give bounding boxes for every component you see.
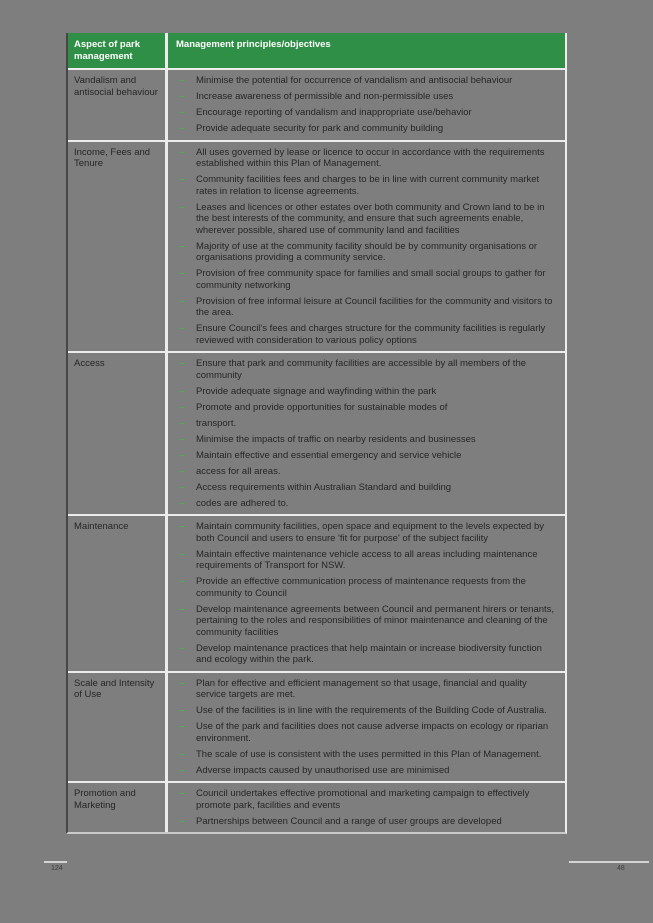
bullet-text: Leases and licences or other estates over both community and Crown land to be in the best interests of the community, and ensure that such agreements enable, wherever possible, shared use of community land and facilities <box>196 201 545 236</box>
aspect-cell: Promotion and Marketing <box>68 783 168 832</box>
bullet-dash-icon: – <box>179 358 185 369</box>
bullet-text: Maintain effective maintenance vehicle access to all areas including maintenance requirements of Transport for NSW. <box>196 548 538 571</box>
bullet-item <box>179 402 560 414</box>
bullet-item <box>179 202 560 237</box>
bullet-item <box>179 721 560 744</box>
bullet-text: Council undertakes effective promotional and marketing campaign to effectively promote park, facilities and events <box>196 788 530 811</box>
header-aspect-column: Aspect of park management <box>68 33 168 68</box>
bullet-text: access for all areas. <box>196 465 281 477</box>
bullet-dash-icon: – <box>179 449 185 461</box>
bullet-item <box>179 788 560 811</box>
bullet-text: Develop maintenance practices that help maintain or increase biodiversity function and ecology within the park. <box>196 642 542 665</box>
bullet-text: Develop maintenance agreements between Council and permanent hirers or tenants, pertaining to the roles and responsibilities of minor maintenance and cleaning of the community facilities <box>196 603 555 638</box>
principles-cell <box>168 353 565 514</box>
bullet-text: Provide adequate security for park and community building <box>196 123 444 134</box>
bullet-dash-icon: – <box>179 174 185 185</box>
bullet-text: Promote and provide opportunities for sustainable modes of <box>196 401 448 413</box>
bullet-dash-icon: – <box>179 401 185 413</box>
bullet-item <box>179 358 560 381</box>
bullet-item <box>179 91 560 103</box>
bullet-item <box>179 466 560 478</box>
bullet-item <box>179 705 560 717</box>
bullet-dash-icon: – <box>179 815 185 827</box>
bullet-text: Encourage reporting of vandalism and inappropriate use/behavior <box>196 107 472 118</box>
bullet-text: Community facilities fees and charges to be in line with current community market rates in relation to license agreements. <box>196 174 540 197</box>
bullet-dash-icon: – <box>179 240 185 252</box>
bullet-text: Partnerships between Council and a range of user groups are developed <box>196 815 502 827</box>
principles-cell <box>168 70 565 140</box>
bullet-dash-icon: – <box>179 268 185 279</box>
aspect-cell: Access <box>68 353 168 514</box>
bullet-item <box>179 498 560 510</box>
footer-rule-right <box>569 861 649 863</box>
bullet-text: The scale of use is consistent with the uses permitted in this Plan of Management. <box>196 748 542 760</box>
bullet-text: Adverse impacts caused by unauthorised use are minimised <box>196 764 450 776</box>
bullet-dash-icon: – <box>179 295 185 307</box>
bullet-dash-icon: – <box>179 107 185 118</box>
aspect-cell: Maintenance <box>68 516 168 671</box>
aspect-cell: Vandalism and antisocial behaviour <box>68 70 168 140</box>
bullet-text: Provision of free informal leisure at Council facilities for the community and visitors to the area. <box>196 295 553 318</box>
bullet-item <box>179 147 560 170</box>
bullet-item <box>179 174 560 197</box>
table-row <box>68 351 565 514</box>
bullet-dash-icon: – <box>179 323 185 334</box>
bullet-dash-icon: – <box>179 603 185 615</box>
table-body <box>68 68 565 832</box>
bullet-dash-icon: – <box>179 481 185 493</box>
bullet-item <box>179 521 560 544</box>
bullet-item <box>179 123 560 135</box>
bullet-item <box>179 604 560 639</box>
bullet-dash-icon: – <box>179 91 185 102</box>
bullet-dash-icon: – <box>179 576 185 587</box>
bullet-item <box>179 576 560 599</box>
bullet-dash-icon: – <box>179 705 185 716</box>
bullet-dash-icon: – <box>179 201 185 213</box>
bullet-dash-icon: – <box>179 677 185 689</box>
bullet-text: Majority of use at the community facility should be by community organisations or organisations providing a community service. <box>196 240 538 263</box>
bullet-dash-icon: – <box>179 721 185 732</box>
bullet-text: Use of the park and facilities does not cause adverse impacts on ecology or riparian environment. <box>196 721 549 744</box>
bullet-item <box>179 749 560 761</box>
footer-rule-left <box>44 861 67 863</box>
bullet-item <box>179 418 560 430</box>
bullet-text: Plan for effective and efficient management so that usage, financial and quality service targets are met. <box>196 677 527 700</box>
principles-cell <box>168 516 565 671</box>
bullet-dash-icon: – <box>179 123 185 134</box>
bullet-dash-icon: – <box>179 465 185 477</box>
bullet-dash-icon: – <box>179 642 185 654</box>
bullet-item <box>179 678 560 701</box>
bullet-dash-icon: – <box>179 748 185 760</box>
bullet-dash-icon: – <box>179 764 185 776</box>
bullet-dash-icon: – <box>179 521 185 532</box>
bullet-text: Minimise the potential for occurrence of vandalism and antisocial behaviour <box>196 75 513 86</box>
bullet-text: Ensure that park and community facilities are accessible by all members of the community <box>196 358 527 381</box>
table-row <box>68 671 565 782</box>
footer-page-number-right: 48 <box>617 865 625 872</box>
principles-cell <box>168 673 565 782</box>
park-management-table <box>66 33 567 834</box>
bullet-text: Use of the facilities is in line with the requirements of the Building Code of Australia. <box>196 705 547 716</box>
table-row <box>68 140 565 352</box>
bullet-item <box>179 268 560 291</box>
bullet-dash-icon: – <box>179 497 185 509</box>
bullet-dash-icon: – <box>179 788 185 799</box>
bullet-text: Maintain community facilities, open space and equipment to the levels expected by both Council and users to ensure 'fit for purpose' of the subject facility <box>196 521 545 544</box>
table-row <box>68 514 565 671</box>
bullet-item <box>179 643 560 666</box>
bullet-item <box>179 386 560 398</box>
bullet-dash-icon: – <box>179 146 185 158</box>
principles-cell <box>168 783 565 832</box>
bullet-dash-icon: – <box>179 433 185 445</box>
bullet-item <box>179 816 560 828</box>
bullet-text: Provide adequate signage and wayfinding within the park <box>196 385 437 397</box>
bullet-item <box>179 241 560 264</box>
bullet-item <box>179 482 560 494</box>
bullet-text: transport. <box>196 417 237 429</box>
header-principles-column: Management principles/objectives <box>176 39 331 50</box>
bullet-text: Access requirements within Australian Standard and building <box>196 481 452 493</box>
bullet-text: All uses governed by lease or licence to occur in accordance with the requirements established within this Plan of Management. <box>196 146 545 169</box>
bullet-dash-icon: – <box>179 385 185 397</box>
bullet-item <box>179 296 560 319</box>
aspect-cell: Income, Fees and Tenure <box>68 142 168 352</box>
bullet-text: Increase awareness of permissible and non-permissible uses <box>196 91 454 102</box>
footer-page-number-left: 124 <box>51 865 63 872</box>
bullet-item <box>179 450 560 462</box>
bullet-item <box>179 549 560 572</box>
bullet-text: Provide an effective communication process of maintenance requests from the community to Council <box>196 576 526 599</box>
bullet-item <box>179 323 560 346</box>
bullet-item <box>179 75 560 87</box>
bullet-dash-icon: – <box>179 417 185 429</box>
principles-cell <box>168 142 565 352</box>
aspect-cell: Scale and Intensity of Use <box>68 673 168 782</box>
table-header-row <box>68 33 565 68</box>
bullet-text: codes are adhered to. <box>196 497 289 509</box>
bullet-dash-icon: – <box>179 548 185 560</box>
bullet-item <box>179 107 560 119</box>
table-row <box>68 781 565 832</box>
table-row <box>68 68 565 140</box>
bullet-text: Minimise the impacts of traffic on nearby residents and businesses <box>196 433 476 445</box>
bullet-text: Ensure Council's fees and charges structure for the community facilities is regularly reviewed with consideration to various policy options <box>196 323 546 346</box>
bullet-item <box>179 434 560 446</box>
bullet-text: Maintain effective and essential emergency and service vehicle <box>196 449 462 461</box>
bullet-item <box>179 765 560 777</box>
bullet-dash-icon: – <box>179 75 185 86</box>
bullet-text: Provision of free community space for families and small social groups to gather for community networking <box>196 268 546 291</box>
